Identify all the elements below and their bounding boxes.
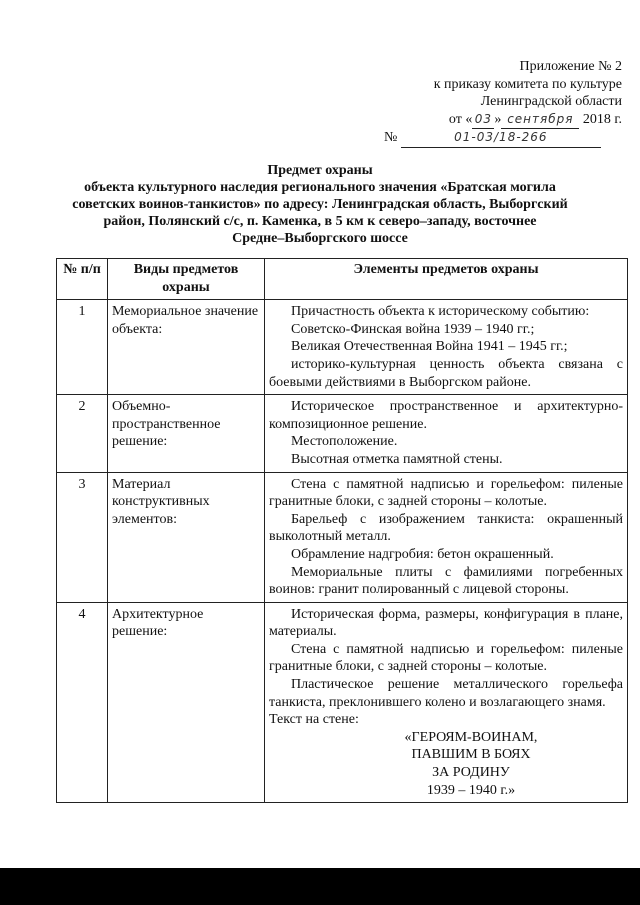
row-num: 1 [57,300,108,395]
row-elements [265,300,628,395]
element-item: Советско-Финская война 1939 – 1940 гг.; [291,321,535,337]
scan-bottom-border [0,868,640,905]
inscription-line: ПАВШИМ В БОЯХ [411,747,531,763]
row-type: Объемно-пространственное решение: [108,395,265,472]
header-elements: Элементы предметов охраны [265,259,628,300]
wall-inscription [379,729,563,799]
title-line-3: советских воинов-танкистов» по адресу: Ленинградская область, Выборгский [72,197,568,212]
wall-text-label: Текст на стене: [269,712,359,728]
handwritten-month: сентября [501,111,579,130]
document-title [40,162,600,247]
inscription-line: 1939 – 1940 г.» [426,782,516,798]
appendix-header [372,58,622,148]
appendix-date: от « 03 » сентября 2018 г. [372,111,622,130]
element-item: Великая Отечественная Война 1941 – 1945 гг.; [291,339,568,355]
element-item: Историческое пространственное и архитектурно-композиционное решение. [269,399,623,432]
appendix-order-ref: к приказу комитета по культуре [433,76,622,92]
table-header-row [57,259,628,300]
element-item: Причастность объекта к историческому событию: [291,304,590,320]
appendix-number: Приложение № 2 [519,59,622,74]
row-num: 4 [57,602,108,803]
element-item: Пластическое решение металлического горельефа танкиста, преклонившего колено и возлагающего знамя. [269,677,623,710]
element-item: Обрамление надгробия: бетон окрашенный. [291,546,554,562]
row-elements [265,395,628,472]
element-item: Барельеф с изображением танкиста: окрашенный выколотный металл. [269,511,623,545]
inscription-line: «ГЕРОЯМ-ВОИНАМ, [404,729,538,745]
appendix-region: Ленинградской области [480,94,622,109]
row-type: Мемориальное значение объекта: [108,300,265,395]
table-row [57,472,628,602]
element-item: Высотная отметка памятной стены. [291,451,503,467]
title-line-1: Предмет охраны [267,163,373,178]
table-row [57,300,628,395]
table-row [57,602,628,803]
handwritten-day: 03 [472,111,494,130]
table-row [57,395,628,472]
title-line-5: Средне–Выборгского шоссе [232,231,408,246]
element-item: Историческая форма, размеры, конфигурация в плане, материалы. [269,606,623,640]
header-type: Виды предметов охраны [108,259,265,300]
row-type: Материал конструктивных элементов: [108,472,265,602]
title-line-4: район, Полянский с/с, п. Каменка, в 5 км к северо–западу, восточнее [103,214,537,229]
row-elements [265,472,628,602]
header-num: № п/п [57,259,108,300]
row-type: Архитектурное решение: [108,602,265,803]
element-item: Мемориальные плиты с фамилиями погребенных воинов: гранит полированный с лицевой стороны. [269,564,623,598]
row-num: 3 [57,472,108,602]
element-item: Местоположение. [291,434,398,450]
row-elements [265,602,628,803]
element-item: Стена с памятной надписью и горельефом: пиленые гранитные блоки, с задней стороны – колотые. [269,641,623,675]
inscription-line: ЗА РОДИНУ [432,765,510,781]
appendix-doc-number: № 01-03/18-266 [372,129,622,148]
protection-subject-table [56,258,628,803]
element-item: Стена с памятной надписью и горельефом: пиленые гранитные блоки, с задней стороны – колотые. [269,476,623,510]
element-item: историко-культурная ценность объекта связана с боевыми действиями в Выборгском районе. [269,356,623,390]
handwritten-doc-number: 01-03/18-266 [401,129,601,148]
title-line-2: объекта культурного наследия регионального значения «Братская могила [84,180,556,195]
row-num: 2 [57,395,108,472]
